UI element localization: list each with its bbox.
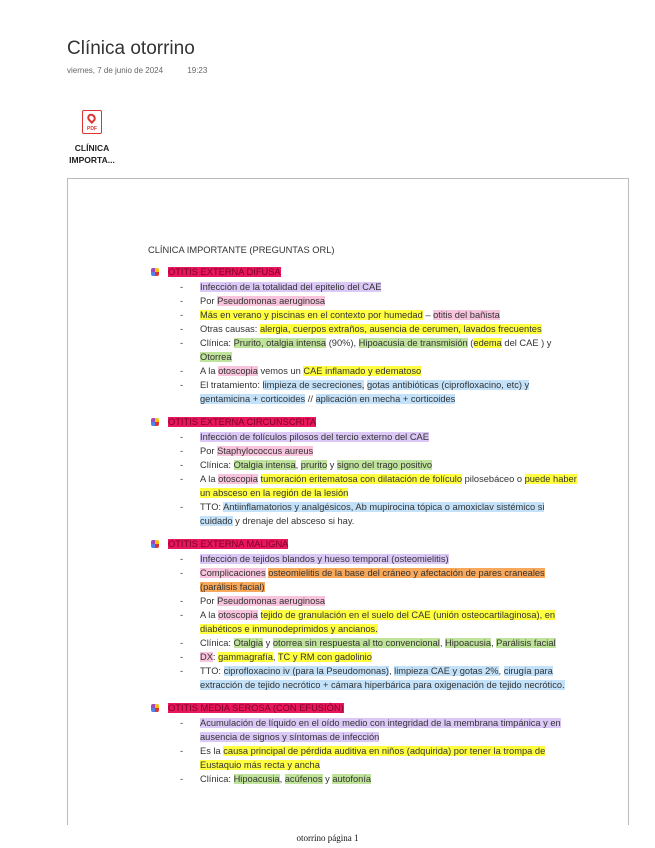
section — [148, 537, 578, 692]
highlighted-text: Hipoacusia — [445, 638, 491, 648]
highlighted-text: signo del trago positivo — [336, 460, 433, 470]
text: y drenaje del absceso si hay. — [232, 516, 355, 526]
pdf-printout — [67, 178, 629, 825]
section-bullet-icon — [151, 418, 159, 426]
dash-bullet: - — [180, 718, 184, 728]
text: , — [491, 638, 497, 648]
highlighted-text: Infección de la totalidad del epitelio del CAE — [200, 282, 382, 292]
text: , — [272, 652, 278, 662]
text: – — [422, 310, 434, 320]
highlighted-text: otitis del bañista — [433, 310, 500, 320]
dash-bullet: - — [180, 610, 184, 620]
document-content — [148, 243, 578, 795]
text: pilosebáceo o — [462, 474, 525, 484]
dash-bullet: - — [180, 596, 184, 606]
section — [148, 415, 578, 528]
text: Clínica: — [200, 638, 234, 648]
section-bullet-icon — [151, 268, 159, 276]
dash-bullet: - — [180, 460, 184, 470]
highlighted-text: ciprofloxacino iv (para la Pseudomonas) — [223, 666, 389, 676]
list-item — [148, 294, 578, 308]
section-heading — [148, 265, 578, 279]
dash-bullet: - — [180, 380, 184, 390]
page-time: 19:23 — [187, 66, 208, 75]
highlighted-text: puede haber un absceso en la región de la lesión — [200, 474, 577, 498]
text: TTO: — [200, 666, 224, 676]
text: A la — [200, 610, 219, 620]
highlighted-text: limpieza de secreciones, — [262, 380, 365, 390]
section-heading — [148, 537, 578, 551]
highlighted-text: tejido de granulación en el suelo del CAE (unión osteocartilaginosa), en diabéticos e inmunodeprimidos y ancianos. — [200, 610, 556, 634]
list-item — [148, 716, 578, 744]
highlighted-text: TC y RM con gadolinio — [277, 652, 372, 662]
list-item — [148, 500, 578, 528]
document-title: CLÍNICA IMPORTANTE (PREGUNTAS ORL) — [148, 245, 335, 255]
dash-bullet: - — [180, 638, 184, 648]
text: A la — [200, 366, 219, 376]
highlighted-text: Infección de folículos pilosos del tercio externo del CAE — [200, 432, 429, 442]
dash-bullet: - — [180, 282, 184, 292]
section-heading-text: OTITIS EXTERNA MALIGNA — [168, 539, 289, 549]
section-heading-text: OTITIS EXTERNA CIRCUNSCRITA — [168, 417, 317, 427]
list-item — [148, 636, 578, 650]
text: Es la — [200, 746, 224, 756]
section-bullet-icon — [151, 704, 159, 712]
text: , — [439, 638, 445, 648]
dash-bullet: - — [180, 474, 184, 484]
dash-bullet: - — [180, 310, 184, 320]
text: del CAE ) y — [501, 338, 552, 348]
list-item — [148, 552, 578, 566]
highlighted-text: Más en verano y piscinas en el contexto por humedad — [200, 310, 423, 320]
highlighted-text: Pseudomonas aeruginosa — [217, 296, 326, 306]
list-item — [148, 444, 578, 458]
text: ( — [467, 338, 474, 348]
section — [148, 265, 578, 406]
text: A la — [200, 474, 219, 484]
dash-bullet: - — [180, 502, 184, 512]
list-item — [148, 664, 578, 692]
highlighted-text: alergia, cuerpos extraños, ausencia de cerumen, lavados frecuentes — [259, 324, 542, 334]
list-item — [148, 364, 578, 378]
dash-bullet: - — [180, 652, 184, 662]
list-item — [148, 772, 578, 786]
highlighted-text: Infección de tejidos blandos y hueso temporal (osteomielitis) — [200, 554, 449, 564]
text: y — [327, 460, 337, 470]
highlighted-text: cuidado — [200, 516, 233, 526]
list-item — [148, 378, 578, 406]
text: Otras causas: — [200, 324, 260, 334]
highlighted-text: limpieza CAE y gotas 2% — [394, 666, 499, 676]
section-bullet-icon — [151, 540, 159, 548]
highlighted-text: Hipoacusia — [233, 774, 280, 784]
text: // — [305, 394, 316, 404]
page-date: viernes, 7 de junio de 2024 — [67, 66, 164, 75]
highlighted-text: osteomielitis de la base del cráneo y afectación de pares craneales (parálisis facial) — [200, 568, 545, 592]
highlighted-text: causa principal de pérdida auditiva en niños (adquirida) por tener la trompa de Eustaquio más recta y ancha — [200, 746, 546, 770]
highlighted-text: Acumulación de líquido en el oído medio con integridad de la membrana timpánica y en ausencia de signos y síntomas de infección — [200, 718, 561, 742]
dash-bullet: - — [180, 338, 184, 348]
text: , — [279, 774, 285, 784]
dash-bullet: - — [180, 666, 184, 676]
dash-bullet: - — [180, 432, 184, 442]
list-item — [148, 280, 578, 294]
text: Clínica: — [200, 774, 234, 784]
text: El tratamiento: — [200, 380, 263, 390]
text: Por — [200, 596, 218, 606]
highlighted-text: tumoración eritematosa con dilatación de folículo — [260, 474, 463, 484]
text: Clínica: — [200, 460, 234, 470]
highlighted-text: prurito — [300, 460, 328, 470]
highlighted-text: otoscopia — [218, 610, 258, 620]
page-title[interactable]: Clínica otorrino — [67, 38, 195, 59]
section — [148, 701, 578, 786]
highlighted-text: DX — [200, 652, 213, 662]
text: , — [498, 666, 504, 676]
highlighted-text: otoscopia — [218, 474, 258, 484]
dash-bullet: - — [180, 554, 184, 564]
highlighted-text: aplicación en mecha + corticoides — [315, 394, 456, 404]
dash-bullet: - — [180, 568, 184, 578]
text: (90%), — [326, 338, 359, 348]
list-item — [148, 430, 578, 444]
dash-bullet: - — [180, 366, 184, 376]
text: Por — [200, 446, 218, 456]
list-item — [148, 744, 578, 772]
highlighted-text: otoscopia — [218, 366, 258, 376]
list-item — [148, 322, 578, 336]
highlighted-text: acúfenos — [284, 774, 323, 784]
dash-bullet: - — [180, 746, 184, 756]
highlighted-text: Otalgia — [233, 638, 264, 648]
dash-bullet: - — [180, 324, 184, 334]
text: y — [322, 774, 333, 784]
attachment-label: CLÍNICA IMPORTA... — [69, 143, 115, 165]
highlighted-text: gammagrafía — [218, 652, 273, 662]
list-item — [148, 336, 578, 364]
section-heading — [148, 415, 578, 429]
list-item — [148, 594, 578, 608]
text: vemos un — [257, 366, 304, 376]
section-heading — [148, 701, 578, 715]
highlighted-text: autofonía — [332, 774, 372, 784]
text: , — [388, 666, 395, 676]
text: Por — [200, 296, 218, 306]
dash-bullet: - — [180, 296, 184, 306]
highlighted-text: Staphylococcus aureus — [217, 446, 314, 456]
list-item — [148, 458, 578, 472]
page-footer: otorrino página 1 — [296, 833, 359, 843]
text: : — [212, 652, 219, 662]
pdf-file-icon — [82, 110, 102, 134]
highlighted-text: Prurito, otalgia intensa — [233, 338, 327, 348]
text: TTO: — [200, 502, 224, 512]
text: , — [295, 460, 301, 470]
highlighted-text: Parálisis facial — [496, 638, 556, 648]
highlighted-text: gotas antibióticas (ciprofloxacino, etc) y gentamicina + corticoides — [200, 380, 530, 404]
list-item — [148, 308, 578, 322]
list-item — [148, 608, 578, 636]
highlighted-text: Otorrea — [200, 352, 232, 362]
highlighted-text: Pseudomonas aeruginosa — [217, 596, 326, 606]
list-item — [148, 650, 578, 664]
page-timestamp — [67, 66, 229, 75]
list-item — [148, 566, 578, 594]
text: y — [263, 638, 273, 648]
text: Clínica: — [200, 338, 234, 348]
highlighted-text: Antiinflamatorios y analgésicos, Ab mupirocina tópica o amoxiclav sistémico si — [223, 502, 545, 512]
highlighted-text: Hipoacusia de transmisión — [358, 338, 468, 348]
highlighted-text: otorrea sin respuesta al tto convencional — [272, 638, 440, 648]
highlighted-text: Complicaciones — [200, 568, 266, 578]
section-heading-text: OTITIS MEDIA SEROSA (CON EFUSIÓN) — [168, 703, 344, 713]
dash-bullet: - — [180, 774, 184, 784]
highlighted-text: edema — [473, 338, 502, 348]
highlighted-text: Otalgia intensa — [233, 460, 296, 470]
highlighted-text: CAE inflamado y edematoso — [303, 366, 422, 376]
section-heading-text: OTITIS EXTERNA DIFUSA — [168, 267, 281, 277]
pdf-attachment[interactable] — [62, 110, 122, 166]
pdf-icon-text: PDF — [87, 126, 97, 132]
highlighted-text: cirugía para extracción de tejido necrótico + cámara hiperbárica para oxigenación de tejido necrótico. — [200, 666, 565, 690]
dash-bullet: - — [180, 446, 184, 456]
document-sections — [148, 265, 578, 786]
list-item — [148, 472, 578, 500]
